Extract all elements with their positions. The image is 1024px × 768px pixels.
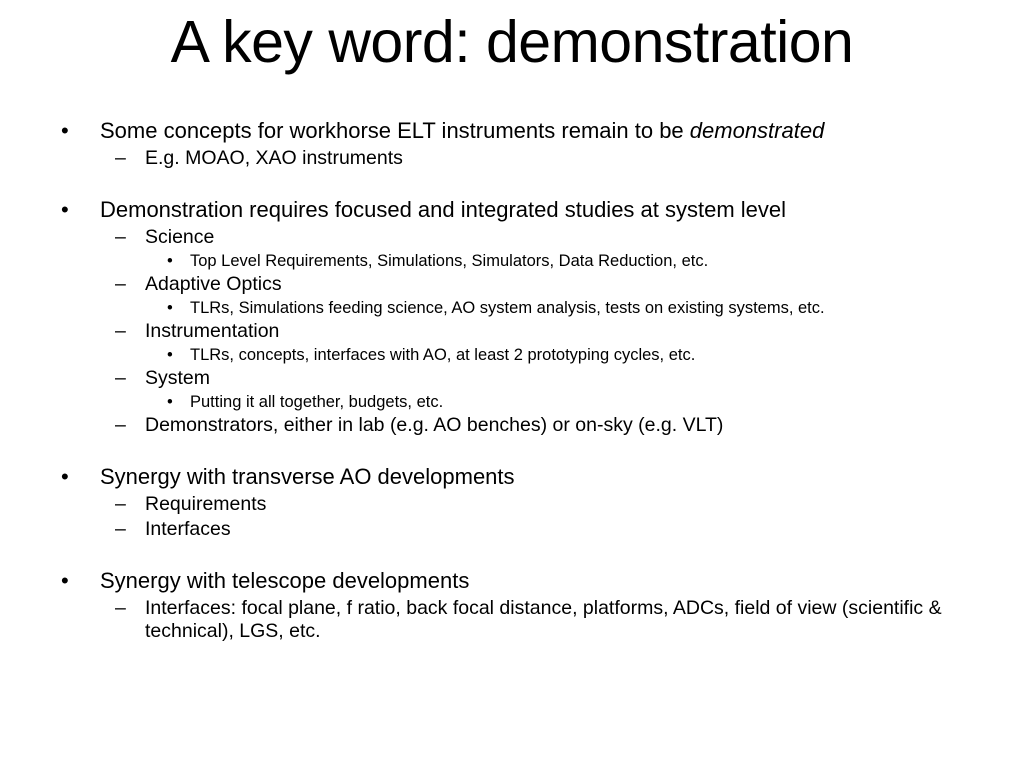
- sub-sub-bullet-text: TLRs, concepts, interfaces with AO, at least 2 prototyping cycles, etc.: [190, 346, 696, 364]
- sub-bullet-text: Interfaces: focal plane, f ratio, back focal distance, platforms, ADCs, field of view (scientific & technical), LGS, etc.: [145, 597, 942, 642]
- sub-bullet-item: [0, 367, 1024, 390]
- sub-bullet-text: E.g. MOAO, XAO instruments: [145, 147, 403, 169]
- bullet-marker: •: [61, 464, 69, 489]
- sub-bullet-text: Instrumentation: [145, 320, 280, 342]
- dash-marker: –: [115, 493, 126, 515]
- sub-bullet-item: [0, 597, 1024, 643]
- bullet-marker: •: [167, 299, 173, 317]
- sub-sub-bullet-item: [0, 392, 1024, 412]
- sub-sub-bullet-item: [0, 251, 1024, 271]
- bullet-item: [0, 463, 1024, 491]
- bullet-marker: •: [167, 393, 173, 411]
- sub-sub-bullet-item: [0, 345, 1024, 365]
- dash-marker: –: [115, 226, 126, 248]
- sub-bullet-item: [0, 147, 1024, 170]
- dash-marker: –: [115, 414, 126, 436]
- bullet-text: Demonstration requires focused and integrated studies at system level: [100, 197, 787, 222]
- sub-bullet-item: [0, 320, 1024, 343]
- sub-bullet-text: Requirements: [145, 493, 267, 515]
- sub-sub-bullet-text: Top Level Requirements, Simulations, Simulators, Data Reduction, etc.: [190, 252, 709, 270]
- sub-sub-bullet-item: [0, 298, 1024, 318]
- dash-marker: –: [115, 147, 126, 169]
- dash-marker: –: [115, 273, 126, 295]
- dash-marker: –: [115, 597, 126, 619]
- sub-bullet-text: Adaptive Optics: [145, 273, 282, 295]
- sub-bullet-item: [0, 273, 1024, 296]
- dash-marker: –: [115, 320, 126, 342]
- bullet-text: Some concepts for workhorse ELT instruments remain to be: [100, 118, 690, 143]
- sub-sub-bullet-text: Putting it all together, budgets, etc.: [190, 393, 444, 411]
- sub-bullet-text: Interfaces: [145, 518, 231, 540]
- sub-bullet-text: Demonstrators, either in lab (e.g. AO benches) or on-sky (e.g. VLT): [145, 414, 724, 436]
- sub-bullet-item: [0, 518, 1024, 541]
- bullet-spacer: [0, 541, 1024, 567]
- bullet-item: [0, 196, 1024, 224]
- bullet-marker: •: [167, 346, 173, 364]
- slide-body: [0, 117, 1024, 643]
- bullet-item: [0, 117, 1024, 145]
- bullet-text: Synergy with transverse AO developments: [100, 464, 515, 489]
- bullet-marker: •: [61, 118, 69, 143]
- bullet-marker: •: [61, 568, 69, 593]
- bullet-text: Synergy with telescope developments: [100, 568, 470, 593]
- sub-bullet-item: [0, 226, 1024, 249]
- bullet-marker: •: [167, 252, 173, 270]
- dash-marker: –: [115, 518, 126, 540]
- bullet-marker: •: [61, 197, 69, 222]
- dash-marker: –: [115, 367, 126, 389]
- sub-sub-bullet-text: TLRs, Simulations feeding science, AO system analysis, tests on existing systems, etc.: [190, 299, 825, 317]
- bullet-spacer: [0, 437, 1024, 463]
- sub-bullet-text: System: [145, 367, 211, 389]
- slide-title: A key word: demonstration: [170, 9, 854, 75]
- bullet-spacer: [0, 170, 1024, 196]
- sub-bullet-item: [0, 414, 1024, 437]
- bullet-emphasis: demonstrated: [689, 118, 825, 143]
- sub-bullet-text: Science: [145, 226, 215, 248]
- bullet-item: [0, 567, 1024, 595]
- sub-bullet-item: [0, 493, 1024, 516]
